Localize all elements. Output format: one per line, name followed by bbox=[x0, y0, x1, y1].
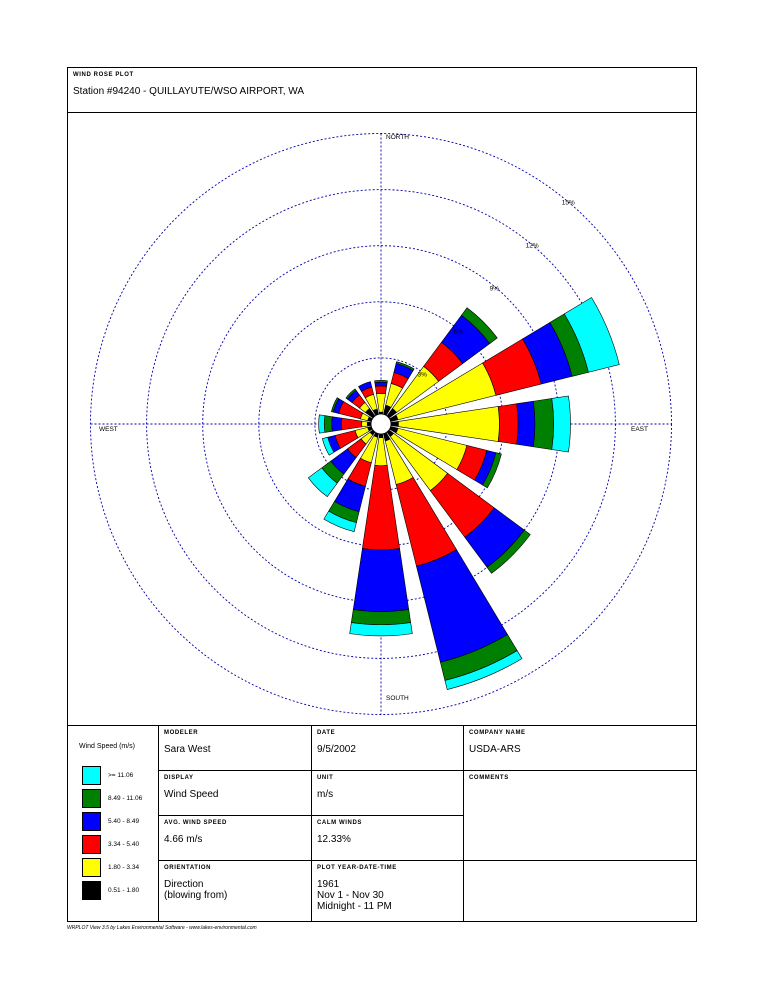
comments-cell bbox=[464, 771, 696, 861]
legend-label: 1.80 - 3.34 bbox=[108, 864, 140, 871]
petal-0-bin-3 bbox=[375, 382, 387, 386]
compass-west: WEST bbox=[99, 426, 118, 433]
petal-270-bin-2 bbox=[341, 418, 362, 430]
legend-label: 3.34 - 5.40 bbox=[108, 841, 140, 848]
period-cell bbox=[312, 861, 464, 922]
legend-swatch bbox=[82, 789, 101, 808]
period-year: 1961 bbox=[317, 879, 340, 890]
ring-label-5: 15% bbox=[561, 199, 575, 207]
legend bbox=[68, 726, 159, 922]
calm-winds-label: CALM WINDS bbox=[317, 820, 362, 826]
period-hours: Midnight - 11 PM bbox=[317, 901, 392, 912]
orientation-value bbox=[164, 879, 227, 901]
petal-0-bin-4 bbox=[375, 380, 388, 382]
modeler-cell bbox=[159, 726, 312, 771]
display-cell bbox=[159, 771, 312, 816]
legend-label: 8.49 - 11.06 bbox=[108, 795, 143, 802]
date-value: 9/5/2002 bbox=[317, 744, 356, 755]
company-label: COMPANY NAME bbox=[469, 730, 526, 736]
modeler-label: MODELER bbox=[164, 730, 199, 736]
ring-label-4: 12% bbox=[525, 242, 539, 250]
ring-label-1: 3% bbox=[417, 371, 427, 379]
station-title: Station #94240 - QUILLAYUTE/WSO AIRPORT, WA bbox=[73, 86, 305, 97]
legend-label: >= 11.06 bbox=[108, 772, 134, 779]
orientation-cell bbox=[159, 861, 312, 922]
company-cell bbox=[464, 726, 696, 771]
title-box bbox=[68, 68, 696, 113]
modeler-value: Sara West bbox=[164, 744, 211, 755]
period-dates: Nov 1 - Nov 30 bbox=[317, 890, 384, 901]
petals-group bbox=[308, 297, 619, 689]
plot-type-label: WIND ROSE PLOT bbox=[73, 72, 134, 78]
display-label: DISPLAY bbox=[164, 775, 194, 781]
info-panel bbox=[68, 725, 696, 922]
petal-90-bin-3 bbox=[517, 401, 535, 447]
calm-circle bbox=[371, 414, 391, 434]
petal-90-bin-5 bbox=[552, 396, 571, 452]
petal-0-bin-2 bbox=[375, 386, 386, 394]
petal-0-bin-1 bbox=[376, 393, 385, 412]
orientation-line-2: (blowing from) bbox=[164, 890, 228, 901]
legend-swatch bbox=[82, 812, 101, 831]
legend-label: 5.40 - 8.49 bbox=[108, 818, 140, 825]
date-label: DATE bbox=[317, 730, 336, 736]
avg-speed-value: 4.66 m/s bbox=[164, 834, 203, 845]
compass-south: SOUTH bbox=[386, 695, 409, 702]
report-frame bbox=[67, 67, 697, 922]
avg-speed-label: AVG. WIND SPEED bbox=[164, 820, 227, 826]
compass-east: EAST bbox=[631, 426, 648, 433]
display-value: Wind Speed bbox=[164, 789, 219, 800]
petal-270-bin-5 bbox=[319, 415, 325, 433]
petal-270-bin-1 bbox=[362, 421, 368, 427]
legend-swatch bbox=[82, 835, 101, 854]
unit-cell bbox=[312, 771, 464, 816]
footer-credit: WRPLOT View 3.5 by Lakes Environmental Software - www.lakes-environmental.com bbox=[67, 925, 257, 931]
compass-north: NORTH bbox=[386, 134, 409, 141]
petal-180-bin-5 bbox=[350, 623, 413, 636]
ring-label-2: 6% bbox=[453, 328, 463, 336]
avg-speed-cell bbox=[159, 816, 312, 861]
petal-180-bin-0 bbox=[379, 434, 383, 438]
legend-label: 0.51 - 1.80 bbox=[108, 887, 140, 894]
ring-label-3: 9% bbox=[489, 285, 500, 293]
petal-270-bin-3 bbox=[332, 417, 342, 432]
legend-swatch bbox=[82, 858, 101, 877]
unit-label: UNIT bbox=[317, 775, 334, 781]
comments-label: COMMENTS bbox=[469, 775, 509, 781]
date-cell bbox=[312, 726, 464, 771]
wind-rose-chart bbox=[68, 113, 696, 725]
legend-title: Wind Speed (m/s) bbox=[79, 743, 136, 750]
period-value bbox=[317, 879, 392, 912]
calm-winds-cell bbox=[312, 816, 464, 861]
calm-winds-value: 12.33% bbox=[317, 834, 351, 845]
petal-270-bin-0 bbox=[367, 422, 371, 426]
period-label: PLOT YEAR-DATE-TIME bbox=[317, 865, 397, 871]
petal-270-bin-4 bbox=[324, 416, 332, 433]
legend-swatch bbox=[82, 766, 101, 785]
legend-swatch bbox=[82, 881, 101, 900]
company-value: USDA-ARS bbox=[469, 744, 521, 755]
petal-180-bin-4 bbox=[351, 610, 410, 625]
plot-area bbox=[68, 113, 696, 725]
petal-90-bin-4 bbox=[533, 398, 553, 449]
petal-90-bin-2 bbox=[498, 404, 518, 445]
petal-90-bin-0 bbox=[391, 421, 399, 426]
petal-180-bin-2 bbox=[362, 465, 399, 550]
petal-180-bin-3 bbox=[353, 549, 408, 612]
orientation-label: ORIENTATION bbox=[164, 865, 212, 871]
orientation-line-1: Direction bbox=[164, 879, 204, 890]
unit-value: m/s bbox=[317, 789, 334, 800]
